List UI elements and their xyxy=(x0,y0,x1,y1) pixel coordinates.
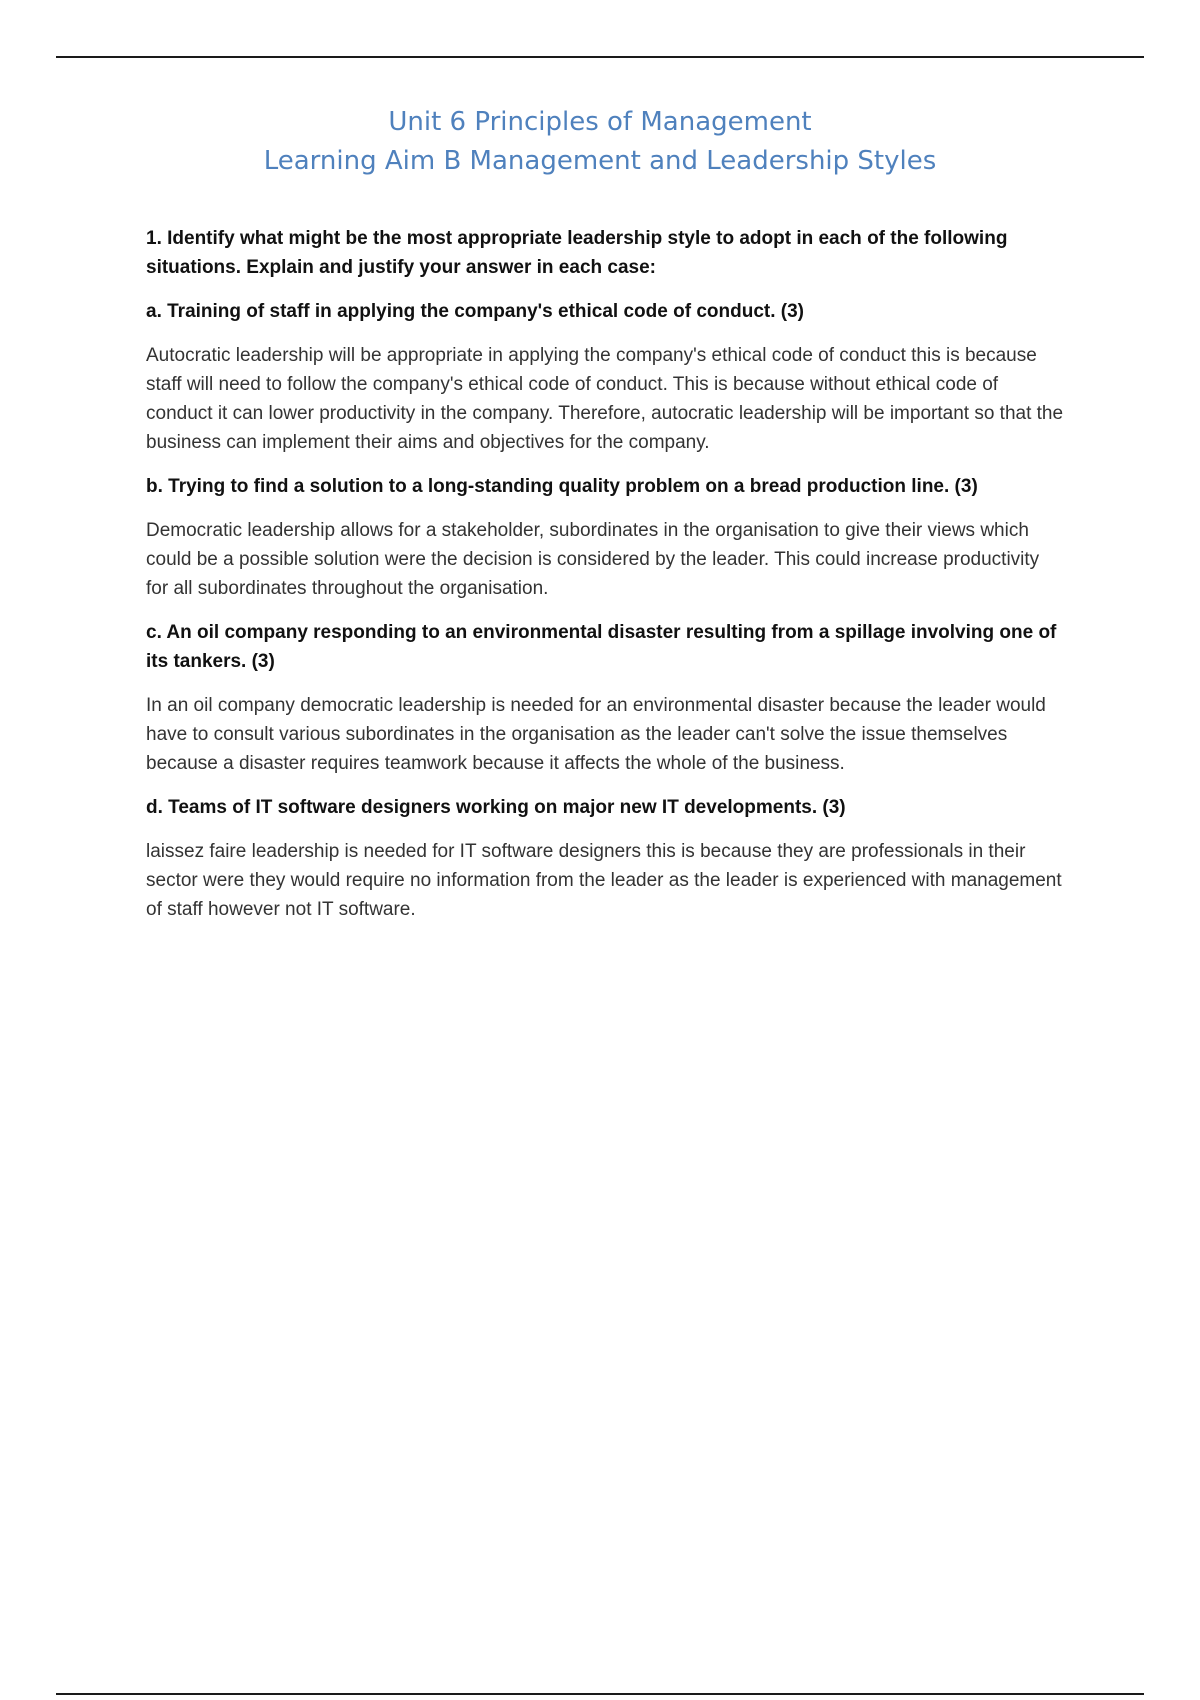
answer-b: Democratic leadership allows for a stakeholder, subordinates in the organisation to give their views which could be a possible solution were the decision is considered by the leader. This could increase productivity for all subordinates throughout the organisation. xyxy=(146,520,1040,599)
bottom-rule xyxy=(56,1693,1144,1695)
question-d: d. Teams of IT software designers working on major new IT developments. (3) xyxy=(146,797,846,818)
question-c: c. An oil company responding to an environmental disaster resulting from a spillage involving one of its tankers. (3) xyxy=(146,622,1057,672)
main-question: 1. Identify what might be the most appropriate leadership style to adopt in each of the following situations. Explain and justify your answer in each case: xyxy=(146,228,1008,278)
question-b: b. Trying to find a solution to a long-standing quality problem on a bread production line. (3) xyxy=(146,476,978,497)
answer-c: In an oil company democratic leadership is needed for an environmental disaster because the leader would have to consult various subordinates in the organisation as the leader can't solve the issue themselves because a disaster requires teamwork because it affects the whole of the business. xyxy=(146,695,1046,774)
answer-d: laissez faire leadership is needed for IT software designers this is because they are professionals in their sector were they would require no information from the leader as the leader is experienced with management of staff however not IT software. xyxy=(146,841,1062,920)
question-a: a. Training of staff in applying the company's ethical code of conduct. (3) xyxy=(146,301,804,322)
title-line-learning-aim: Learning Aim B Management and Leadership Styles xyxy=(263,146,937,176)
document-title xyxy=(0,103,1200,181)
answer-a: Autocratic leadership will be appropriate in applying the company's ethical code of conduct this is because staff will need to follow the company's ethical code of conduct. This is because without ethical code of conduct it can lower productivity in the company. Therefore, autocratic leadership will be important so that the business can implement their aims and objectives for the company. xyxy=(146,345,1064,453)
top-rule xyxy=(56,56,1144,58)
title-line-unit: Unit 6 Principles of Management xyxy=(388,107,812,137)
document-body xyxy=(146,224,1066,939)
